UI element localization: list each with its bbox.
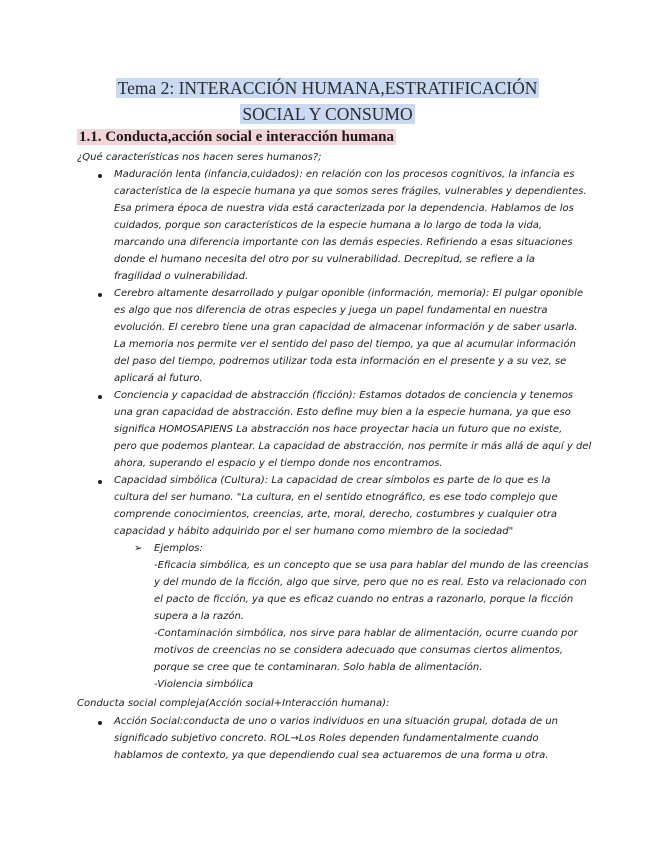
conducta-bullet-line-1: Acción Social:conducta de uno o varios individuos en una situación grupal, dotada de un xyxy=(114,716,559,727)
title-highlight-1: Tema 2: INTERACCIÓN HUMANA,ESTRATIFICACIÓN xyxy=(117,78,538,98)
bullet-1-line-4: cuidados, porque son característicos de la especie humana a lo largo de toda la vida, xyxy=(114,220,543,231)
example-line-3: el pacto de ficción, ya que es eficaz cuando no entras a razonarlo, porque la ficción xyxy=(154,594,574,605)
bullet-4-line-4: capacidad y hábito adquirido por el ser humano como miembro de la sociedad" xyxy=(114,526,514,537)
example-line-5: -Contaminación simbólica, nos sirve para hablar de alimentación, ocurre cuando por xyxy=(154,628,578,639)
example-line-6: motivos de creencias no se considera adecuado que consumas ciertos alimentos, xyxy=(154,645,564,656)
bullet-1-line-7: fragilidad o vulnerabilidad. xyxy=(114,271,249,282)
arrow-bullet-icon: ➢ xyxy=(134,543,143,554)
bullet-dot xyxy=(98,174,102,178)
bullet-dot xyxy=(98,480,102,484)
bullet-dot xyxy=(98,293,102,297)
example-line-7: porque se cree que te contaminaran. Solo habla de alimentación. xyxy=(154,662,483,673)
bullet-3-line-4: pero que podemos plantear. La capacidad de abstracción, nos permite ir más allá de aquí y del xyxy=(114,441,592,452)
conducta-bullet-line-2: significado subjetivo concreto. ROL→Los Roles dependen fundamentalmente cuando xyxy=(114,733,539,744)
bullet-4-line-2: cultura del ser humano. "La cultura, en el sentido etnográfico, es ese todo complejo que xyxy=(114,492,558,503)
bullet-dot xyxy=(98,395,102,399)
bullet-1-line-2: característica de la especie humana ya que somos seres frágiles, vulnerables y dependientes. xyxy=(114,186,587,197)
example-line-2: y del mundo de la ficción, algo que sirve, pero que no es real. Esto va relacionado con xyxy=(154,577,587,588)
bullet-4-line-3: comprende conocimientos, creencias, arte, moral, derecho, costumbres y cualquier otra xyxy=(114,509,558,520)
section-heading xyxy=(77,129,396,146)
document-title-line-2 xyxy=(0,104,655,125)
bullet-2-line-1: Cerebro altamente desarrollado y pulgar oponible (información, memoria): El pulgar oponible xyxy=(114,288,584,299)
conducta-bullet-line-3: hablamos de contexto, ya que dependiendo cual sea actuaremos de una forma u otra. xyxy=(114,750,549,761)
bullet-1-line-5: marcando una diferencia importante con las demás especies. Refiriendo a esas situaciones xyxy=(114,237,573,248)
bullet-3-line-3: significa HOMOSAPIENS La abstracción nos hace proyectar hacia un futuro que no existe, xyxy=(114,424,563,435)
bullet-4-line-1: Capacidad simbólica (Cultura): La capacidad de crear símbolos es parte de lo que es la xyxy=(114,475,551,486)
conducta-heading: Conducta social compleja(Acción social+Interacción humana): xyxy=(77,698,390,709)
bullet-dot xyxy=(98,721,102,725)
bullet-2-line-5: del paso del tiempo, podremos utilizar toda esta información en el presente y a su vez, se xyxy=(114,356,567,367)
bullet-3-line-1: Conciencia y capacidad de abstracción (ficción): Estamos dotados de conciencia y tenemos xyxy=(114,390,574,401)
examples-label: Ejemplos: xyxy=(154,543,203,554)
bullet-2-line-6: aplicará al futuro. xyxy=(114,373,203,384)
bullet-2-line-2: es algo que nos diferencia de otras especies y juega un papel fundamental en nuestra xyxy=(114,305,548,316)
bullet-2-line-4: La memoria nos permite ver el sentido del paso del tiempo, ya que al acumular información xyxy=(114,339,576,350)
example-line-8: -Violencia simbólica xyxy=(154,679,254,690)
bullet-3-line-2: una gran capacidad de abstracción. Esto define muy bien a la especie humana, ya que eso xyxy=(114,407,571,418)
bullet-1-line-6: donde el humano necesita del otro por su vulnerabilidad. Decrepitud, se refiere a la xyxy=(114,254,535,265)
document-title-line-1 xyxy=(0,78,655,99)
intro-question: ¿Qué características nos hacen seres humanos?; xyxy=(77,152,322,163)
bullet-1-line-1: Maduración lenta (infancia,cuidados): en relación con los procesos cognitivos, la infancia es xyxy=(114,169,575,180)
bullet-2-line-3: evolución. El cerebro tiene una gran capacidad de almacenar información y de saber usarla. xyxy=(114,322,578,333)
section-heading-text: 1.1. Conducta,acción social e interacción humana xyxy=(79,129,394,145)
example-line-4: supera a la razón. xyxy=(154,611,244,622)
bullet-3-line-5: ahora, superando el espacio y el tiempo donde nos encontramos. xyxy=(114,458,443,469)
example-line-1: -Eficacia simbólica, es un concepto que se usa para hablar del mundo de las creencias xyxy=(154,560,589,571)
title-highlight-2: SOCIAL Y CONSUMO xyxy=(242,104,413,124)
bullet-1-line-3: Esa primera época de nuestra vida está caracterizada por la dependencia. Hablamos de los xyxy=(114,203,574,214)
